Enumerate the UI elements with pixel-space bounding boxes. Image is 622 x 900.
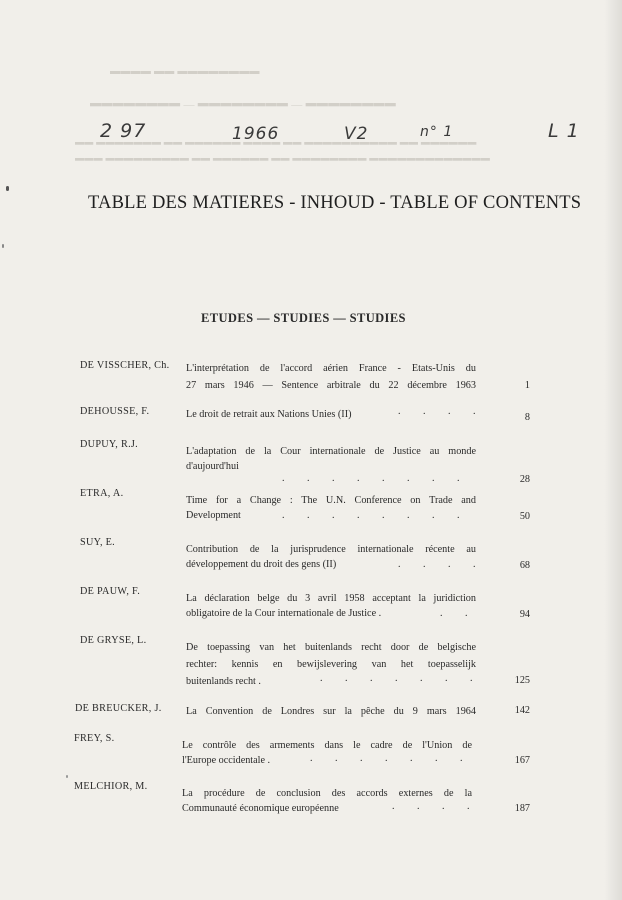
entry-leader-dots: . . . . — [392, 801, 480, 812]
entry-title-line: développement du droit des gens (II) — [186, 559, 337, 570]
entry-leader-dots: . . . . . . . — [320, 673, 483, 684]
bleed-through: ▬▬▬▬▬▬▬▬ — ▬▬▬▬▬▬▬▬ — ▬▬▬▬▬▬▬▬ — [90, 100, 396, 112]
handwritten-year: 1966 — [232, 124, 280, 144]
entry-title-line: Contribution de la jurisprudence internationale récente au — [186, 544, 476, 555]
page-edge-shadow — [604, 0, 622, 900]
entry-page-number: 50 — [519, 511, 530, 522]
entry-page-number: 187 — [514, 803, 530, 814]
entry-author: ETRA, A. — [80, 488, 124, 499]
entry-title-line: buitenlands recht . — [186, 676, 261, 687]
entry-leader-dots: . . . . . . . — [310, 753, 473, 764]
entry-title-line: Le contrôle des armements dans le cadre de l'Union de — [182, 740, 472, 751]
paper-speck — [6, 186, 9, 191]
handwritten-volume: V2 — [344, 124, 369, 144]
entry-leader-dots: . . — [440, 608, 478, 619]
entry-page-number: 28 — [519, 474, 530, 485]
section-heading: ETUDES — STUDIES — STUDIES — [201, 311, 406, 325]
handwritten-issue: n° 1 — [420, 124, 454, 140]
entry-author: MELCHIOR, M. — [74, 781, 148, 792]
handwritten-number: 2 97 — [100, 120, 147, 142]
entry-title-line: Development — [186, 510, 241, 521]
entry-author: DE GRYSE, L. — [80, 635, 147, 646]
entry-page-number: 142 — [514, 705, 530, 716]
entry-page-number: 125 — [514, 675, 530, 686]
entry-title-line: l'Europe occidentale . — [182, 755, 271, 766]
entry-author: DE PAUW, F. — [80, 586, 141, 597]
entry-page-number: 8 — [524, 412, 530, 423]
entry-title-line: La Convention de Londres sur la pêche du 9 mars 1964 — [186, 706, 476, 717]
entry-title-line: Le droit de retrait aux Nations Unies (II) — [186, 409, 352, 420]
entry-leader-dots: . . . . — [398, 406, 486, 417]
entry-leader-dots: . . . . . . . . — [282, 473, 470, 484]
entry-title-line: Time for a Change : The U.N. Conference on Trade and — [186, 495, 476, 506]
entry-title-line: La déclaration belge du 3 avril 1958 acceptant la juridiction — [186, 593, 476, 604]
entry-title-line: obligatoire de la Cour internationale de Justice . — [186, 608, 382, 619]
entry-author: DUPUY, R.J. — [80, 439, 139, 450]
entry-page-number: 167 — [514, 755, 530, 766]
bleed-through: ▬▬▬▬ ▬▬ ▬▬▬▬▬▬▬▬ — [110, 68, 260, 79]
entry-page-number: 68 — [519, 560, 530, 571]
entry-leader-dots: . . . . — [398, 559, 486, 570]
bleed-through: ▬▬▬ ▬▬▬▬▬▬▬▬▬ ▬▬ ▬▬▬▬▬▬ ▬▬ ▬▬▬▬▬▬▬▬ ▬▬▬▬▬▬▬▬▬▬▬▬▬ — [75, 156, 491, 166]
bleed-through: ▬▬ ▬▬▬▬▬▬▬ ▬▬ ▬▬▬▬▬▬ ▬▬▬▬ ▬▬ ▬▬▬▬▬▬▬▬▬▬ ▬▬ ▬▬▬▬▬▬ — [75, 140, 477, 150]
entry-author: DE BREUCKER, J. — [75, 703, 162, 714]
entry-leader-dots: . . . . . . . . — [282, 510, 470, 521]
entry-author: DEHOUSSE, F. — [80, 406, 150, 417]
handwritten-mark: L 1 — [548, 120, 580, 142]
entry-title-line: rechter: kennis en bewijslevering van het toepasselijk — [186, 659, 476, 670]
entry-author: FREY, S. — [74, 733, 115, 744]
entry-page-number: 1 — [524, 380, 530, 391]
entry-title-line: Communauté économique européenne — [182, 803, 339, 814]
entry-title-line: 27 mars 1946 — Sentence arbitrale du 22 décembre 1963 — [186, 380, 476, 391]
entry-title-line: d'aujourd'hui — [186, 461, 239, 472]
entry-title-line: L'interprétation de l'accord aérien France - Etats-Unis du — [186, 363, 476, 374]
entry-page-number: 94 — [519, 609, 530, 620]
entry-author: DE VISSCHER, Ch. — [80, 360, 170, 371]
entry-title-line: De toepassing van het buitenlands recht door de belgische — [186, 642, 476, 653]
entry-author: SUY, E. — [80, 537, 116, 548]
paper-speck — [66, 775, 68, 778]
page-title: TABLE DES MATIERES - INHOUD - TABLE OF CONTENTS — [88, 193, 582, 213]
paper-speck — [2, 244, 4, 248]
entry-title-line: La procédure de conclusion des accords externes de la — [182, 788, 472, 799]
entry-title-line: L'adaptation de la Cour internationale de Justice au monde — [186, 446, 476, 457]
